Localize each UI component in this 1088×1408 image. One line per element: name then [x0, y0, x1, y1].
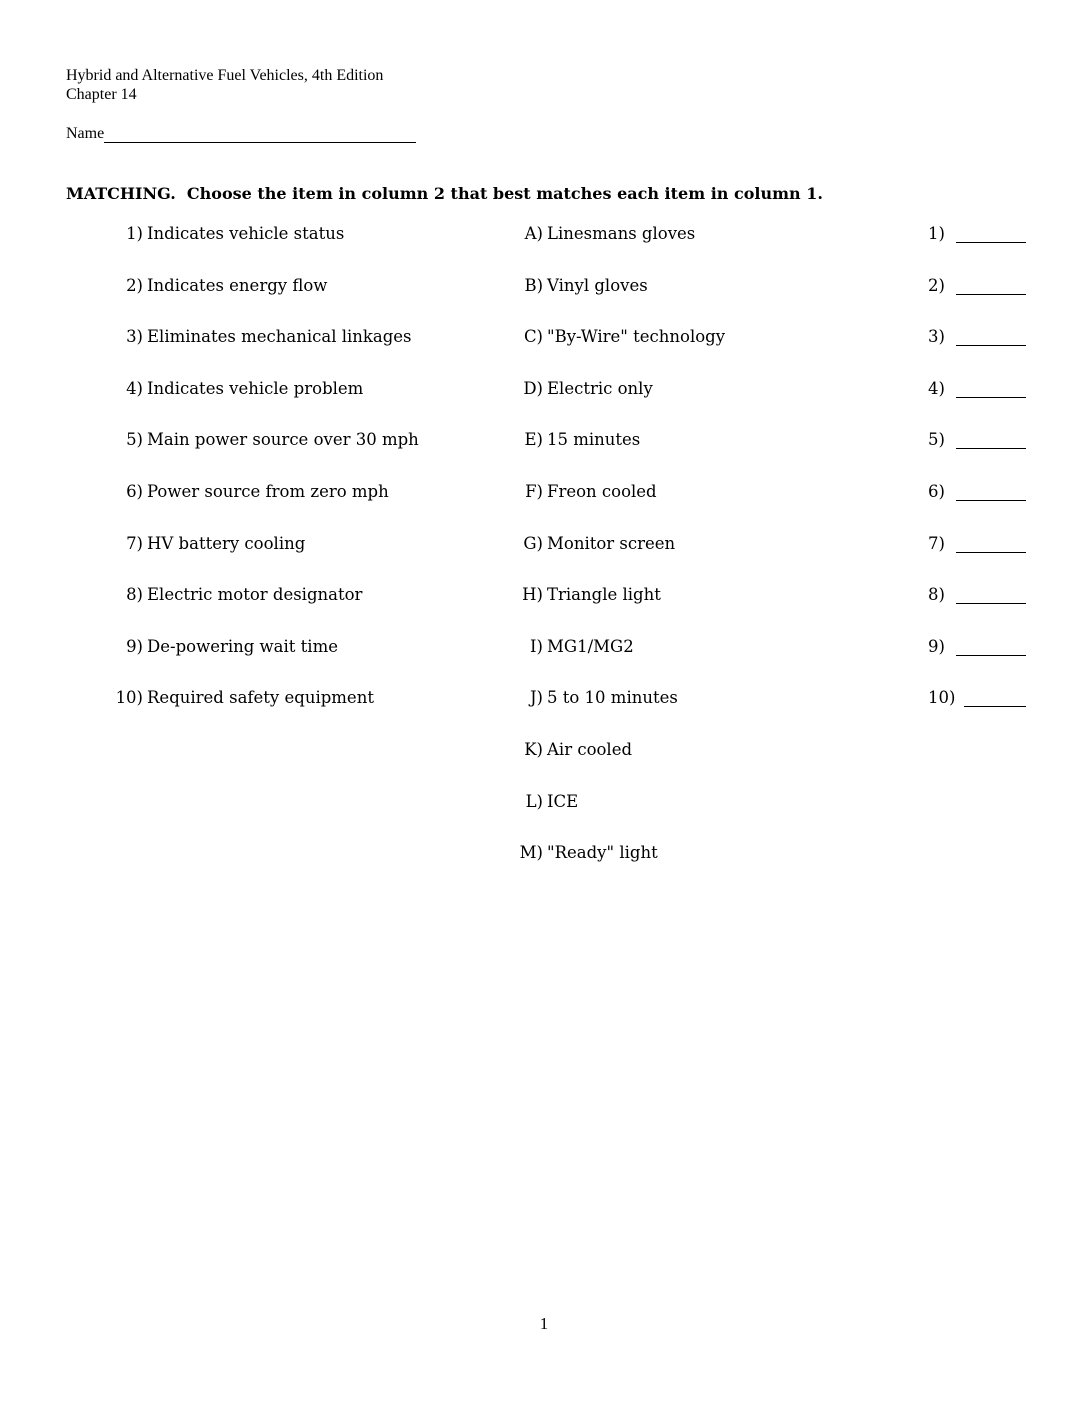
- column1-item: Indicates vehicle status: [147, 224, 345, 243]
- column2-choice: 5 to 10 minutes: [547, 688, 678, 707]
- choice-letter: J): [529, 688, 543, 707]
- choice-letter: G): [523, 534, 543, 553]
- answer-blank[interactable]: [956, 345, 1026, 346]
- answer-label: 6): [928, 482, 945, 501]
- book-title: Hybrid and Alternative Fuel Vehicles, 4th Edition: [66, 67, 384, 84]
- answer-blank[interactable]: [956, 294, 1026, 295]
- answer-label: 3): [928, 327, 945, 346]
- column2-choice: Air cooled: [547, 740, 633, 759]
- name-label: Name: [66, 125, 105, 142]
- matching-row: [0, 534, 1088, 558]
- column2-choice: "Ready" light: [547, 843, 658, 862]
- choice-letter: C): [523, 327, 543, 346]
- item-number: 8): [126, 585, 143, 604]
- column2-choice: Vinyl gloves: [547, 276, 648, 295]
- choice-letter: D): [523, 379, 543, 398]
- column2-choice: Electric only: [547, 379, 653, 398]
- column1-item: Main power source over 30 mph: [147, 430, 419, 449]
- item-number: 4): [126, 379, 143, 398]
- page-number: 1: [539, 1314, 549, 1333]
- matching-row: [0, 224, 1088, 248]
- item-number: 5): [126, 430, 143, 449]
- answer-blank[interactable]: [964, 706, 1026, 707]
- choice-letter: H): [522, 585, 543, 604]
- column1-item: Electric motor designator: [147, 585, 363, 604]
- answer-label: 10): [928, 688, 956, 707]
- chapter-label: Chapter 14: [66, 86, 137, 103]
- matching-row: [0, 688, 1088, 712]
- answer-label: 7): [928, 534, 945, 553]
- item-number: 3): [126, 327, 143, 346]
- name-field-row: [66, 124, 416, 143]
- answer-blank[interactable]: [956, 448, 1026, 449]
- answer-blank[interactable]: [956, 397, 1026, 398]
- name-blank-line[interactable]: [104, 124, 416, 143]
- column2-choice: ICE: [547, 792, 579, 811]
- item-number: 2): [126, 276, 143, 295]
- column1-item: Eliminates mechanical linkages: [147, 327, 412, 346]
- column1-item: Power source from zero mph: [147, 482, 389, 501]
- item-number: 7): [126, 534, 143, 553]
- matching-row: [0, 379, 1088, 403]
- choice-letter: B): [524, 276, 543, 295]
- choice-letter: K): [524, 740, 543, 759]
- column1-item: Required safety equipment: [147, 688, 374, 707]
- answer-blank[interactable]: [956, 552, 1026, 553]
- answer-blank[interactable]: [956, 603, 1026, 604]
- matching-row: [0, 792, 1088, 816]
- column1-item: Indicates vehicle problem: [147, 379, 364, 398]
- column1-item: HV battery cooling: [147, 534, 306, 553]
- column2-choice: Linesmans gloves: [547, 224, 696, 243]
- matching-row: [0, 430, 1088, 454]
- choice-letter: M): [519, 843, 543, 862]
- choice-letter: A): [524, 224, 543, 243]
- matching-row: [0, 740, 1088, 764]
- document-header: [66, 66, 383, 104]
- column2-choice: "By-Wire" technology: [547, 327, 726, 346]
- column1-item: Indicates energy flow: [147, 276, 328, 295]
- matching-instructions: MATCHING. Choose the item in column 2 that best matches each item in column 1.: [66, 184, 823, 203]
- item-number: 9): [126, 637, 143, 656]
- answer-label: 9): [928, 637, 945, 656]
- column2-choice: 15 minutes: [547, 430, 641, 449]
- choice-letter: L): [525, 792, 543, 811]
- answer-blank[interactable]: [956, 500, 1026, 501]
- answer-label: 4): [928, 379, 945, 398]
- matching-row: [0, 843, 1088, 867]
- matching-row: [0, 585, 1088, 609]
- matching-row: [0, 637, 1088, 661]
- answer-blank[interactable]: [956, 242, 1026, 243]
- choice-letter: F): [525, 482, 543, 501]
- column1-item: De-powering wait time: [147, 637, 338, 656]
- column2-choice: Freon cooled: [547, 482, 657, 501]
- choice-letter: I): [530, 637, 543, 656]
- answer-label: 5): [928, 430, 945, 449]
- column2-choice: Triangle light: [547, 585, 661, 604]
- matching-row: [0, 276, 1088, 300]
- choice-letter: E): [524, 430, 543, 449]
- matching-row: [0, 327, 1088, 351]
- item-number: 10): [115, 688, 143, 707]
- answer-label: 1): [928, 224, 945, 243]
- answer-label: 8): [928, 585, 945, 604]
- column2-choice: MG1/MG2: [547, 637, 634, 656]
- item-number: 1): [126, 224, 143, 243]
- item-number: 6): [126, 482, 143, 501]
- answer-label: 2): [928, 276, 945, 295]
- matching-row: [0, 482, 1088, 506]
- answer-blank[interactable]: [956, 655, 1026, 656]
- column2-choice: Monitor screen: [547, 534, 676, 553]
